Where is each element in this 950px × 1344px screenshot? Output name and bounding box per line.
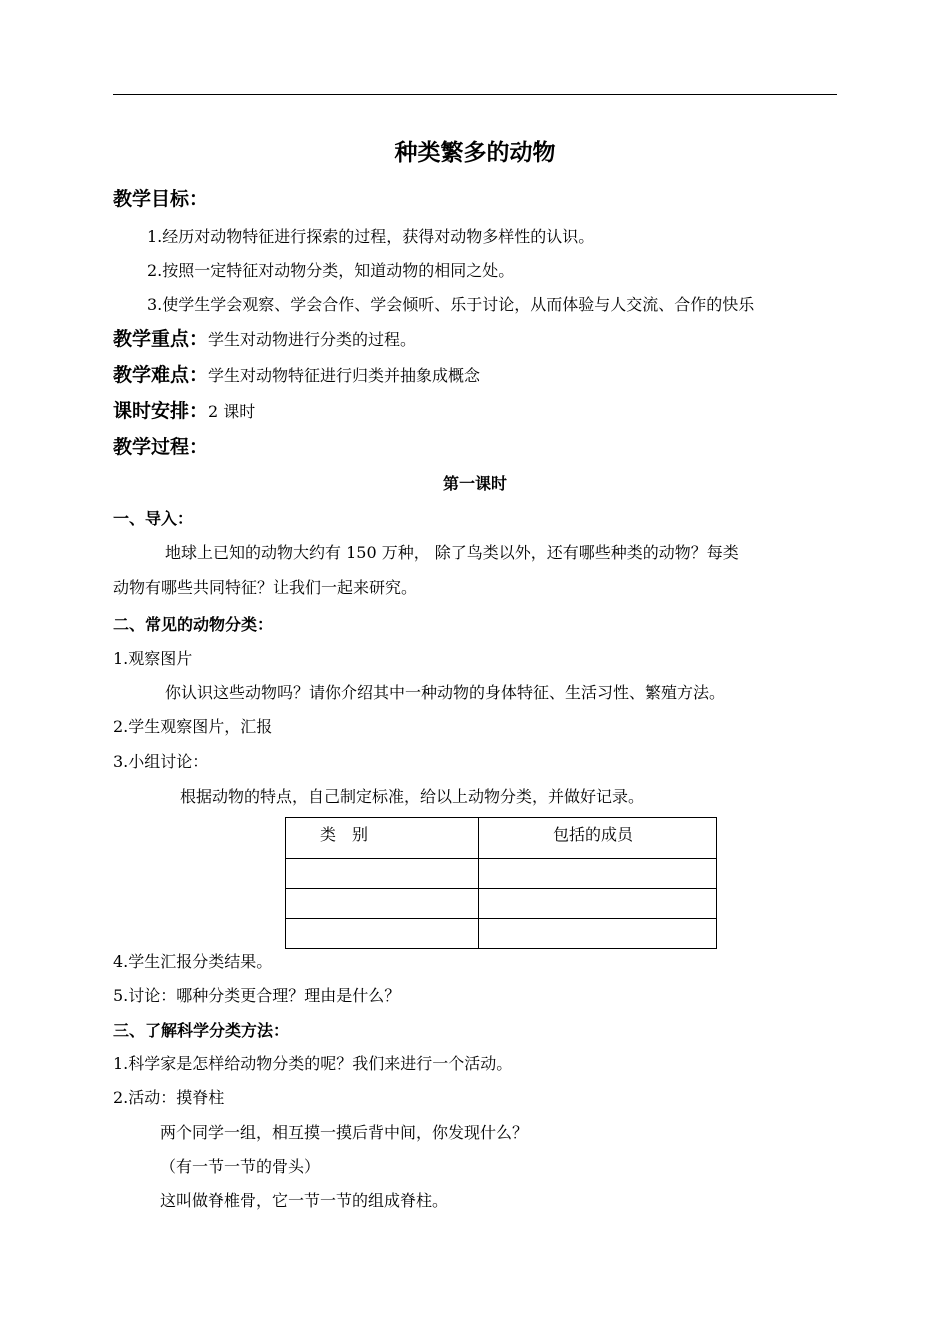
- table-header-members: 包括的成员: [479, 818, 717, 859]
- table-row: [286, 919, 717, 949]
- section2-step3: 3.小组讨论：: [113, 752, 209, 771]
- section3-heading: 三、了解科学分类方法：: [113, 1021, 290, 1040]
- table-cell: [479, 919, 717, 949]
- section2-step1: 1.观察图片: [113, 649, 193, 668]
- section2-step3-text: 根据动物的特点，自己制定标准，给以上动物分类，并做好记录。: [180, 787, 645, 806]
- difficulty-label: 教学难点：: [113, 364, 209, 386]
- objective-2: 2.按照一定特征对动物分类，知道动物的相同之处。: [147, 261, 515, 280]
- process-heading: 教学过程：: [113, 436, 209, 458]
- table-cell: [479, 859, 717, 889]
- section1-heading: 一、导入：: [113, 509, 194, 528]
- section1-paragraph-line2: 动物有哪些共同特征？让我们一起来研究。: [113, 578, 418, 597]
- section3-step2: 2.活动：摸脊柱: [113, 1088, 225, 1107]
- objective-1: 1.经历对动物特征进行探索的过程，获得对动物多样性的认识。: [147, 227, 595, 246]
- key-point-label: 教学重点：: [113, 328, 209, 350]
- table-row: [286, 859, 717, 889]
- table-row: [286, 889, 717, 919]
- section1-paragraph-line1: 地球上已知的动物大约有 150 万种， 除了鸟类以外，还有哪些种类的动物？每类: [165, 543, 739, 562]
- objectives-heading: 教学目标：: [113, 188, 209, 210]
- section3-line3: 这叫做脊椎骨，它一节一节的组成脊柱。: [160, 1191, 449, 1210]
- table-header-row: [286, 818, 717, 859]
- table-cell: [286, 859, 479, 889]
- schedule-label: 课时安排：: [113, 400, 209, 422]
- table-cell: [479, 889, 717, 919]
- section2-heading: 二、常见的动物分类：: [113, 615, 274, 634]
- table-header-category: 类 别: [286, 818, 479, 859]
- table-cell: [286, 919, 479, 949]
- section2-step4: 4.学生汇报分类结果。: [113, 952, 273, 971]
- difficulty: [113, 364, 480, 387]
- section2-step5: 5.讨论：哪种分类更合理？理由是什么？: [113, 986, 401, 1005]
- lesson-title: 第一课时: [442, 474, 507, 493]
- header-rule: [113, 94, 837, 95]
- classification-table: [285, 817, 717, 949]
- schedule-text: 2 课时: [208, 402, 256, 421]
- page-title: 种类繁多的动物: [394, 140, 556, 166]
- key-point: [113, 328, 416, 351]
- section2-step2: 2.学生观察图片，汇报: [113, 717, 273, 736]
- section3-line2: （有一节一节的骨头）: [160, 1157, 321, 1176]
- key-point-text: 学生对动物进行分类的过程。: [208, 330, 417, 349]
- difficulty-text: 学生对动物特征进行归类并抽象成概念: [208, 366, 481, 385]
- objective-3: 3.使学生学会观察、学会合作、学会倾听、乐于讨论，从而体验与人交流、合作的快乐: [147, 295, 755, 314]
- section3-step1: 1.科学家是怎样给动物分类的呢？我们来进行一个活动。: [113, 1054, 513, 1073]
- section2-step1-text: 你认识这些动物吗？请你介绍其中一种动物的身体特征、生活习性、繁殖方法。: [165, 683, 726, 702]
- table-cell: [286, 889, 479, 919]
- schedule: [113, 400, 255, 423]
- section3-line1: 两个同学一组，相互摸一摸后背中间，你发现什么？: [160, 1123, 529, 1142]
